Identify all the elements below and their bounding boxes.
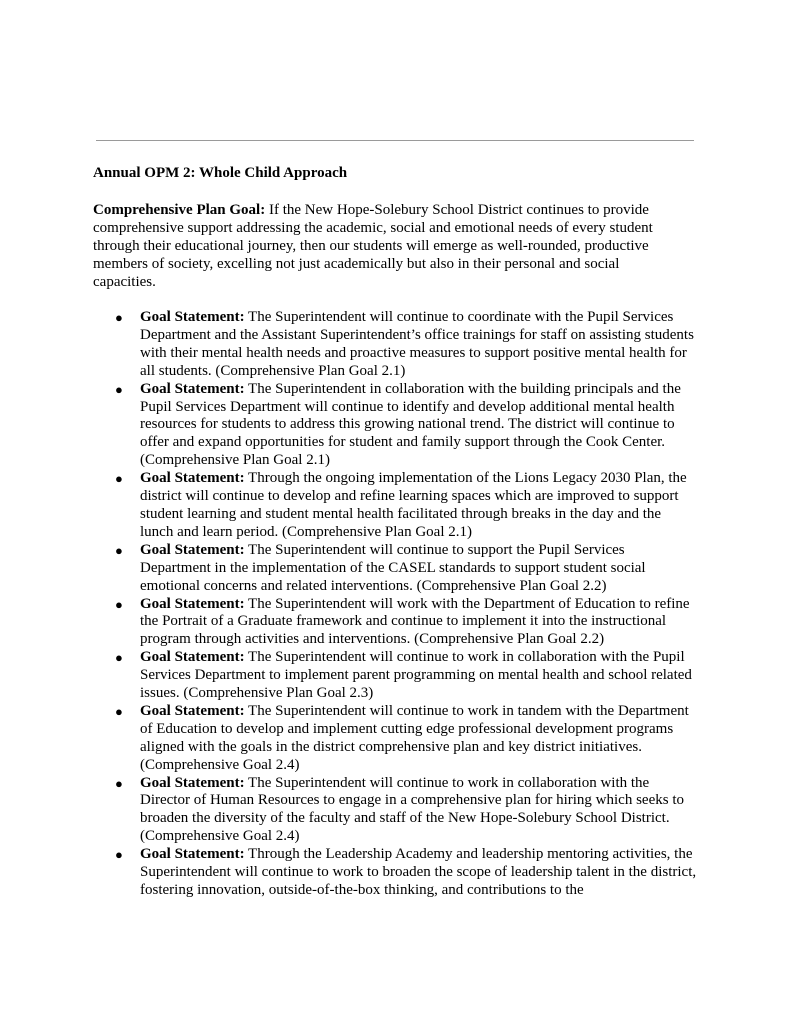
bullet-icon: ●: [115, 596, 123, 612]
goal-label: Goal Statement:: [140, 702, 245, 719]
goal-label: Goal Statement:: [140, 649, 245, 666]
goal-text: The Superintendent in collaboration with the building principals and the Pupil Services Department will continue to identify and develop additional mental health resources for students to address this growing national trend. The district will continue to offer and expand opportunities for student and family support through the Cook Center. (Comprehensive Plan Goal 2.1): [140, 380, 681, 469]
horizontal-rule: [96, 140, 694, 141]
bullet-icon: ●: [115, 847, 123, 863]
goal-label: Goal Statement:: [140, 380, 245, 397]
goal-text: The Superintendent will continue to work in tandem with the Department of Education to develop and implement cutting edge professional development programs aligned with the goals in the district comprehensive plan and key district initiatives. (Comprehensive Goal 2.4): [140, 702, 689, 773]
section-heading: Annual OPM 2: Whole Child Approach: [93, 165, 348, 181]
goal-label: Goal Statement:: [140, 309, 245, 325]
list-item: [93, 596, 698, 650]
list-item: [93, 703, 698, 775]
comprehensive-plan-goal-label: Comprehensive Plan Goal:: [93, 202, 266, 218]
goal-label: Goal Statement:: [140, 470, 245, 487]
comprehensive-plan-goal-paragraph: [93, 201, 685, 291]
bullet-icon: ●: [115, 542, 123, 558]
goal-label: Goal Statement:: [140, 774, 245, 791]
list-item: [93, 775, 698, 847]
goal-label: Goal Statement:: [140, 595, 245, 612]
goal-label: Goal Statement:: [140, 846, 245, 863]
list-item: [93, 309, 698, 381]
goal-text: Through the Leadership Academy and leadership mentoring activities, the Superintendent will continue to work to broaden the scope of leadership talent in the district, fostering innovation, outside-of-the-box thinking, and contributions to the: [140, 846, 697, 898]
comprehensive-plan-goal-text: If the New Hope-Solebury School District continues to provide comprehensive support addressing the academic, social and emotional needs of every student through their educational journey, then our students will emerge as well-rounded, productive members of society, excelling not just academically but also in their personal and social capacities.: [93, 202, 653, 290]
list-item: [93, 542, 698, 596]
goal-text: The Superintendent will continue to work in collaboration with the Director of Human Resources to engage in a comprehensive plan for hiring which seeks to broaden the diversity of the faculty and staff of the New Hope-Solebury School District. (Comprehensive Goal 2.4): [140, 774, 684, 845]
goal-text: The Superintendent will continue to work in collaboration with the Pupil Services Department to implement parent programming on mental health and school related issues. (Comprehensive Plan Goal 2.3): [140, 649, 692, 702]
goal-text: The Superintendent will continue to support the Pupil Services Department in the implementation of the CASEL standards to support student social emotional concerns and related interventions. (Comprehensive Plan Goal 2.2): [140, 541, 646, 594]
list-item: [93, 381, 698, 471]
bullet-icon: ●: [115, 775, 123, 791]
goal-label: Goal Statement:: [140, 541, 245, 558]
bullet-icon: ●: [115, 381, 123, 397]
bullet-icon: ●: [115, 703, 123, 719]
list-item: [93, 846, 698, 900]
list-item: [93, 649, 698, 703]
bullet-icon: ●: [115, 650, 123, 666]
bullet-icon: ●: [115, 471, 123, 487]
list-item: [93, 470, 698, 542]
bullet-icon: ●: [115, 310, 123, 325]
goal-text: The Superintendent will continue to coordinate with the Pupil Services Department and the Assistant Superintendent’s office trainings for staff on assisting students with their mental health needs and proactive measures to support positive mental health for all students. (Comprehensive Plan Goal 2.1): [140, 309, 694, 379]
goal-text: Through the ongoing implementation of the Lions Legacy 2030 Plan, the district will continue to develop and refine learning spaces which are improved to support student learning and student mental health facilitated through breaks in the day and the lunch and learn period. (Comprehensive Plan Goal 2.1): [140, 470, 687, 540]
goal-statement-list: [93, 309, 698, 900]
goal-text: The Superintendent will work with the Department of Education to refine the Portrait of a Graduate framework and continue to implement it into the instructional program through activities and interventions. (Comprehensive Plan Goal 2.2): [140, 595, 690, 648]
